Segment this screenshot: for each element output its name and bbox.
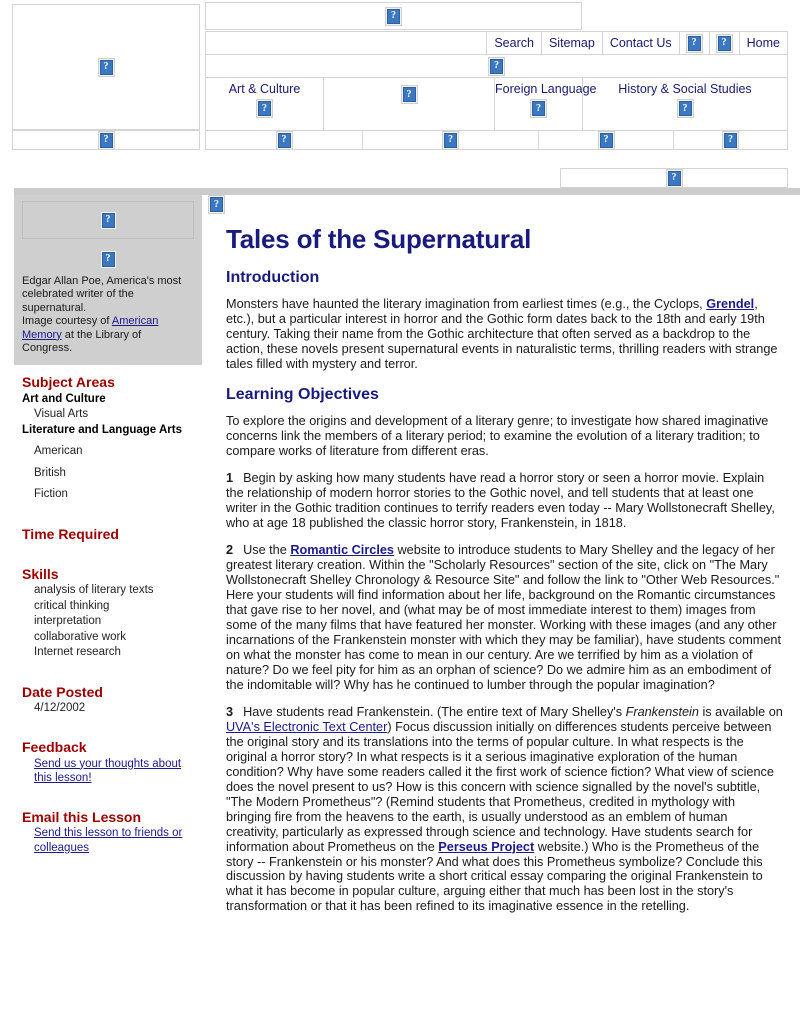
- skill-item-1: critical thinking: [34, 599, 110, 612]
- step-1-number: 1: [226, 470, 234, 485]
- sidebar-metadata: [14, 365, 202, 855]
- skill-item-0: analysis of literary texts: [34, 584, 154, 597]
- nav-home[interactable]: Home: [739, 31, 788, 55]
- photo-caption-text: Edgar Allan Poe, America's most celebrated writer of the supernatural.: [22, 275, 182, 314]
- broken-image-placeholder-icon: [102, 213, 115, 228]
- intro-text-b: , etc.), but a particular interest in horror and the Gothic form dates back to the 18th and early 19th century. Taking their name from the Gothic architecture that often served as a backdrop to the action, these novels present supernatural events in naturalistic terms, thrilling readers with strange tales filled with mystery and terror.: [226, 297, 778, 371]
- broken-image-placeholder-icon: [210, 197, 223, 212]
- horizontal-divider: [14, 188, 800, 195]
- step-3-text-a: Have students read Frankenstein. (The entire text of Mary Shelley's: [243, 704, 626, 719]
- broken-image-placeholder-icon: [724, 133, 737, 148]
- skill-item-4: Internet research: [34, 646, 121, 659]
- broken-image-placeholder-icon: [102, 252, 115, 267]
- broken-image-placeholder-icon: [679, 101, 692, 116]
- heading-feedback: Feedback: [22, 739, 87, 756]
- step-1-text: Begin by asking how many students have read a horror story or seen a horror movie. Explain the relationship of modern horror stories to the Gothic novel, and tell students that at least one writer in the Gothic tradition continues to terrify readers even today -- Mary Wollstonecraft Shelley, who at age 18 published the classic horror story, Frankenstein, in 1818.: [226, 470, 775, 530]
- sub-banner-image[interactable]: [488, 57, 505, 76]
- banner-cell[interactable]: [205, 2, 582, 30]
- subject-tab-literature[interactable]: [323, 77, 494, 131]
- photo-credit-post: at the Library of Congress.: [22, 328, 142, 355]
- logo-bottom-image[interactable]: [98, 131, 115, 150]
- broken-image-placeholder-icon: [403, 87, 416, 102]
- skill-item-2: interpretation: [34, 615, 102, 628]
- sidebar-photo-image: [100, 211, 117, 230]
- sidebar-photo-frame-secondary: [22, 249, 194, 269]
- broken-image-placeholder-icon: [100, 60, 113, 75]
- subject-group-art-and-culture: Art and Culture: [22, 392, 106, 405]
- banner-image[interactable]: [385, 7, 402, 26]
- step-2-text-b: website to introduce students to Mary Shelley and the legacy of her greatest literary creation. Within the "Scholarly Resources" section of the site, click on "The Mary Wollstonecraft Shelley Chronology & Resource Site" and follow the link to "Other Web Resources." Here your students will find information about her life, background on the Romantic circumstances that gave rise to her novel, and (what may be of most immediate interest to them) images from some of the many films that have featured her monster. Working with these images (and any other incarnations of the Frankenstein monster with which they may be familiar), have students comment on what the monster has come to mean in our century. Are we terrified by him as a violation of nature? Do we feel pity for him as an orphan of science? Do we admire him as an embodiment of the indomitable will? Why has he continued to lumber through the popular imagination?: [226, 542, 781, 692]
- section-heading-learning-objectives: Learning Objectives: [226, 385, 379, 403]
- broken-image-placeholder-icon: [532, 101, 545, 116]
- broken-image-placeholder-icon: [387, 9, 400, 24]
- logo-bottom-cell[interactable]: [12, 130, 200, 150]
- step-3-text-b: is available on: [698, 704, 783, 719]
- subject-tab-foreign-language[interactable]: Foreign Language ?: [494, 77, 582, 131]
- site-header: [0, 0, 800, 152]
- feedback-link[interactable]: Send us your thoughts about this lesson!: [34, 757, 182, 785]
- step-3-paragraph: [226, 705, 783, 915]
- perseus-project-link[interactable]: Perseus Project: [438, 839, 535, 854]
- heading-subject-areas: Subject Areas: [22, 374, 115, 391]
- site-logo-image[interactable]: [98, 58, 115, 77]
- email-lesson-link[interactable]: Send this lesson to friends or colleagues: [34, 827, 183, 854]
- broken-image-placeholder-icon: [258, 101, 271, 116]
- frankenstein-title-italic: Frankenstein: [625, 704, 699, 719]
- date-posted-value: 4/12/2002: [34, 701, 86, 714]
- bottom-nav-image-1[interactable]: [276, 131, 293, 150]
- heading-time-required: Time Required: [22, 525, 119, 542]
- american-memory-link[interactable]: American Memory: [22, 315, 159, 341]
- search-strip[interactable]: [560, 168, 788, 188]
- introduction-paragraph: [226, 297, 783, 372]
- broken-image-placeholder-icon: [668, 171, 681, 186]
- subject-item-visual-arts: Visual Arts: [34, 408, 89, 421]
- section-heading-introduction: Introduction: [226, 269, 320, 286]
- grendel-link[interactable]: Grendel: [706, 297, 755, 311]
- bottom-nav-image-4[interactable]: [722, 131, 739, 150]
- sidebar-photo-caption: [22, 275, 194, 355]
- page-title: Tales of the Supernatural: [226, 224, 532, 254]
- step-2-text-a: Use the: [243, 542, 291, 557]
- subject-nav: [205, 77, 788, 131]
- broken-image-placeholder-icon: [100, 133, 113, 148]
- step-3-text-c: ) Focus discussion initially on differences students perceive between the original story and its translations into the terms of popular culture. In what respects is the original a horror story? In what respects is it a serious imaginative exploration of the human condition? Why have some readers called it the first work of science fiction? What view of science does the novel present to us? How is this concern with science signalled by the novel's subtitle, "The Modern Prometheus"? (Remind students that Prometheus, credited in mythology with bringing fire from the heavens to the earth, is usually understood as an emblem of human creativity, particularly as expressed through science and technology. Have students search for information about Prometheus on the: [226, 719, 774, 854]
- bottom-nav-item-2[interactable]: [362, 130, 538, 150]
- broken-image-placeholder-icon: [688, 36, 701, 51]
- broken-image-placeholder-icon: [490, 59, 503, 74]
- intro-text-a: Monsters have haunted the literary imagination from earliest times (e.g., the Cyclops,: [226, 297, 707, 311]
- subject-tab-history-social-studies[interactable]: History & Social Studies ?: [582, 77, 788, 131]
- bottom-nav-image-2[interactable]: [442, 131, 459, 150]
- broken-image-placeholder-icon: [444, 133, 457, 148]
- nav-search[interactable]: Search: [486, 31, 541, 55]
- nav-image-1[interactable]: [686, 34, 703, 53]
- step-2-number: 2: [226, 542, 234, 557]
- nav-contact-us[interactable]: Contact Us: [602, 31, 679, 55]
- step-3-text-d: website.) Who is the Prometheus of the story -- Frankenstein or his monster? And what does this Prometheus symbolize? Conclude this discussion by having students write a short critical essay comparing the original Frankenstein to what it has become in popular culture, arguing either that much has been lost in the story's transformation or that it has been refined to its imaginative essence in the retelling.: [226, 839, 763, 914]
- main-content: [208, 195, 788, 926]
- nav-icon-2[interactable]: [709, 31, 739, 55]
- bottom-nav-item-1[interactable]: [205, 130, 362, 150]
- search-strip-image[interactable]: [666, 169, 683, 188]
- nav-sitemap[interactable]: Sitemap: [541, 31, 602, 55]
- sidebar: [14, 195, 202, 856]
- sidebar-photo-panel: [14, 195, 202, 365]
- broken-image-placeholder-icon: [718, 36, 731, 51]
- sidebar-secondary-image: [100, 250, 117, 269]
- skill-item-3: collaborative work: [34, 630, 127, 643]
- main-top-image-slot: [208, 195, 788, 214]
- romantic-circles-link[interactable]: Romantic Circles: [290, 542, 394, 557]
- nav-icon-1[interactable]: [679, 31, 709, 55]
- main-top-image: [208, 195, 225, 214]
- subject-tab-image-4[interactable]: [677, 99, 694, 118]
- step-2-paragraph: [226, 543, 783, 693]
- subject-group-literature: Literature and Language Arts: [22, 423, 182, 436]
- bottom-nav-item-4[interactable]: [673, 130, 788, 150]
- photo-credit-pre: Image courtesy of: [22, 315, 112, 328]
- bottom-nav-image-3[interactable]: [598, 131, 615, 150]
- subject-item-fiction: Fiction: [34, 488, 68, 501]
- nav-image-2[interactable]: [716, 34, 733, 53]
- subject-tab-image-1[interactable]: [256, 99, 273, 118]
- bottom-nav-item-3[interactable]: [538, 130, 673, 150]
- bottom-nav: [205, 130, 788, 150]
- subject-item-american: American: [34, 445, 83, 458]
- learning-objectives-paragraph: To explore the origins and development of a literary genre; to investigate how shared imaginative concerns link the members of a literary period; to examine the evolution of a literary tradition; to compare works of literature from different eras.: [226, 413, 769, 458]
- utility-nav-spacer: [205, 31, 486, 55]
- utility-nav: [205, 31, 788, 55]
- broken-image-placeholder-icon: [278, 133, 291, 148]
- subject-item-british: British: [34, 466, 66, 479]
- broken-image-placeholder-icon: [600, 133, 613, 148]
- heading-skills: Skills: [22, 565, 59, 582]
- sub-banner-cell[interactable]: [205, 54, 788, 78]
- sidebar-photo-frame: [22, 201, 194, 239]
- subject-tab-image-3[interactable]: [530, 99, 547, 118]
- heading-email-this-lesson: Email this Lesson: [22, 809, 142, 825]
- uva-electronic-text-center-link[interactable]: UVA's Electronic Text Center: [226, 719, 388, 734]
- heading-date-posted: Date Posted: [22, 683, 103, 700]
- site-logo-cell[interactable]: [12, 4, 200, 130]
- subject-tab-art-and-culture[interactable]: Art & Culture ?: [205, 77, 323, 131]
- step-1-paragraph: [226, 471, 783, 531]
- subject-tab-image-2[interactable]: [401, 85, 418, 104]
- step-3-number: 3: [226, 704, 234, 719]
